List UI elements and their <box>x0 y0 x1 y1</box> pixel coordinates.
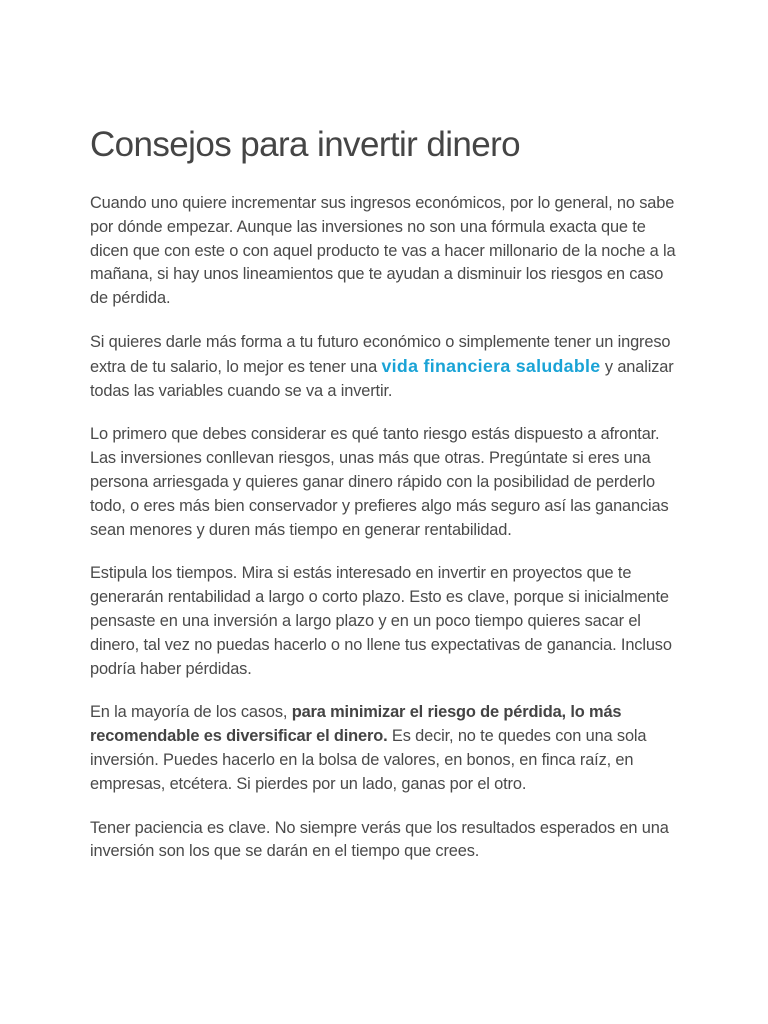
paragraph-risk: Lo primero que debes considerar es qué tanto riesgo estás dispuesto a afrontar. Las inversiones conllevan riesgos, unas más que otras. Pregúntate si eres una persona arriesgada y quieres ganar dinero rápido con la posibilidad de perderlo todo, o eres más bien conservador y prefieres algo más seguro así las ganancias sean menores y duren más tiempo en generar rentabilidad. <box>90 425 669 539</box>
paragraph-timing: Estipula los tiempos. Mira si estás interesado en invertir en proyectos que te generarán rentabilidad a largo o corto plazo. Esto es clave, porque si inicialmente pensaste en una inversión a largo plazo y en un poco tiempo quieres sacar el dinero, tal vez no puedas hacerlo o no llene tus expectativas de ganancia. Incluso podría haber pérdidas. <box>90 564 672 678</box>
bold-highlight: para minimizar el riesgo de pérdida, lo más recomendable es diversificar el dinero. <box>90 703 622 746</box>
article <box>90 122 682 884</box>
healthy-finance-link[interactable]: vida financiera saludable <box>381 355 601 376</box>
paragraph-intro: Cuando uno quiere incrementar sus ingresos económicos, por lo general, no sabe por dónde empezar. Aunque las inversiones no son una fórmula exacta que te dicen que con este o con aquel producto te vas a hacer millonario de la noche a la mañana, si hay unos lineamientos que te ayudan a disminuir los riesgos en caso de pérdida. <box>90 194 676 308</box>
paragraph-financial-life <box>90 331 682 403</box>
article-title: Consejos para invertir dinero <box>90 125 521 164</box>
paragraph-patience: Tener paciencia es clave. No siempre verás que los resultados esperados en una inversión son los que se darán en el tiempo que crees. <box>90 818 669 861</box>
paragraph-diversify <box>90 701 682 796</box>
paragraph-text: Si quieres darle más forma a tu futuro económico o simplemente tener un ingreso extra de tu salario, lo mejor es tener una <box>90 332 671 376</box>
paragraph-text: y analizar todas las variables cuando se va a invertir. <box>90 357 674 400</box>
paragraph-text: En la mayoría de los casos, <box>90 703 292 722</box>
paragraph-text: Es decir, no te quedes con una sola inversión. Puedes hacerlo en la bolsa de valores, en bonos, en finca raíz, en empresas, etcétera. Si pierdes por un lado, ganas por el otro. <box>90 727 647 793</box>
